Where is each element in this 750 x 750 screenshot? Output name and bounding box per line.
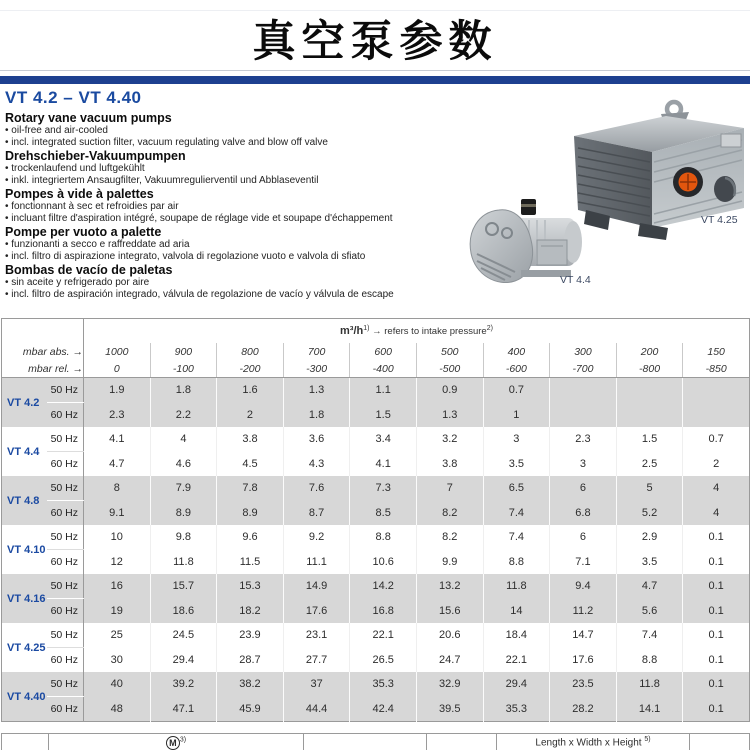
data-cell: 3.8 — [416, 452, 483, 477]
description-bullet: • trockenlaufend und luftgekühlt — [5, 163, 145, 174]
description-bullet: • incl. integrated suction filter, vacuum regulating valve and blow off valve — [5, 136, 328, 148]
bottom-table — [1, 733, 750, 750]
description-block-fr — [5, 187, 450, 224]
data-cell: 2.3 — [550, 427, 617, 452]
col-header-abs: 500 — [416, 343, 483, 360]
description-title: Drehschieber-Vakuumpumpen — [5, 149, 186, 163]
description-title: Rotary vane vacuum pumps — [5, 111, 172, 125]
data-cell: 18.2 — [217, 599, 284, 624]
data-cell: 2.3 — [84, 403, 151, 428]
frequency-label: 60 Hz — [47, 697, 84, 722]
data-cell: 35.3 — [350, 672, 417, 697]
data-cell: 24.7 — [416, 648, 483, 673]
data-cell: 14.1 — [616, 697, 683, 722]
data-cell: 12 — [84, 550, 151, 575]
descriptions — [5, 110, 450, 300]
data-cell: 8.9 — [217, 501, 284, 526]
col-header-rel: -600 — [483, 360, 550, 378]
frequency-label: 50 Hz — [47, 672, 84, 697]
data-cell: 24.5 — [150, 623, 217, 648]
data-cell: 40 — [84, 672, 151, 697]
data-cell: 0.1 — [683, 525, 750, 550]
data-cell: 0.1 — [683, 550, 750, 575]
col-header-abs: 400 — [483, 343, 550, 360]
data-cell: 10 — [84, 525, 151, 550]
frequency-label: 50 Hz — [47, 525, 84, 550]
model-label: VT 4.40 — [7, 690, 46, 703]
data-cell: 5.6 — [616, 599, 683, 624]
data-cell: 0.1 — [683, 623, 750, 648]
data-cell: 8.7 — [283, 501, 350, 526]
frequency-label: 60 Hz — [47, 452, 84, 477]
data-cell: 2.2 — [150, 403, 217, 428]
data-cell: 17.6 — [283, 599, 350, 624]
col-header-rel: -500 — [416, 360, 483, 378]
table-row — [2, 599, 750, 624]
data-cell: 17.6 — [550, 648, 617, 673]
col-header-abs: 800 — [217, 343, 284, 360]
accent-bar — [0, 76, 750, 84]
data-cell: 9.1 — [84, 501, 151, 526]
data-cell: 4.1 — [350, 452, 417, 477]
data-cell: 44.4 — [283, 697, 350, 722]
page-title: 真空泵参数 — [252, 17, 498, 67]
data-cell: 9.4 — [550, 574, 617, 599]
col-header-abs: 300 — [550, 343, 617, 360]
data-cell: 13.2 — [416, 574, 483, 599]
table-corner-cell — [2, 319, 84, 344]
description-block-en — [5, 111, 450, 148]
data-cell — [616, 403, 683, 428]
data-cell: 11.2 — [550, 599, 617, 624]
pump-label-vt425: VT 4.25 — [701, 214, 738, 226]
data-cell: 5.2 — [616, 501, 683, 526]
frequency-label: 60 Hz — [47, 599, 84, 624]
data-cell: 32.9 — [416, 672, 483, 697]
frequency-label: 50 Hz — [47, 623, 84, 648]
data-cell: 1.3 — [283, 378, 350, 403]
frequency-label: 50 Hz — [47, 427, 84, 452]
data-cell: 6 — [550, 476, 617, 501]
model-label: VT 4.10 — [7, 543, 46, 556]
data-cell: 30 — [84, 648, 151, 673]
data-cell: 26.5 — [350, 648, 417, 673]
data-cell: 0.1 — [683, 648, 750, 673]
col-header-rel: -850 — [683, 360, 750, 378]
data-cell: 6.8 — [550, 501, 617, 526]
model-label: VT 4.25 — [7, 641, 46, 654]
specs-table-body — [2, 378, 750, 722]
col-header-abs: 600 — [350, 343, 417, 360]
dimensions-label: Length x Width x Height — [535, 737, 642, 749]
col-header-rel: -800 — [616, 360, 683, 378]
data-cell: 47.1 — [150, 697, 217, 722]
data-cell: 8.8 — [350, 525, 417, 550]
data-cell: 8.9 — [150, 501, 217, 526]
data-cell: 4.6 — [150, 452, 217, 477]
data-cell: 4.1 — [84, 427, 151, 452]
model-range-heading: VT 4.2 – VT 4.40 — [5, 88, 142, 107]
data-cell: 0.9 — [416, 378, 483, 403]
data-cell: 7.4 — [483, 501, 550, 526]
dimensions-header-cell — [497, 734, 690, 750]
data-cell: 2.5 — [616, 452, 683, 477]
data-cell: 3.4 — [350, 427, 417, 452]
frequency-label: 60 Hz — [47, 403, 84, 428]
data-cell: 6 — [550, 525, 617, 550]
table-row — [2, 697, 750, 722]
data-cell: 14.2 — [350, 574, 417, 599]
data-cell: 6.5 — [483, 476, 550, 501]
frequency-label: 50 Hz — [47, 476, 84, 501]
data-cell: 5 — [616, 476, 683, 501]
description-bullet: • funzionanti a secco e raffreddate ad aria — [5, 239, 190, 250]
data-cell: 0.1 — [683, 697, 750, 722]
flow-unit-header — [84, 319, 750, 344]
data-cell: 7 — [416, 476, 483, 501]
col-header-abs: 200 — [616, 343, 683, 360]
model-label: VT 4.16 — [7, 592, 46, 605]
data-cell: 4 — [150, 427, 217, 452]
data-cell: 0.7 — [483, 378, 550, 403]
description-bullet: • incluant filtre d'aspiration intégré, soupape de réglage vide et soupape d'échappement — [5, 212, 393, 224]
data-cell: 22.1 — [350, 623, 417, 648]
data-cell: 39.5 — [416, 697, 483, 722]
table-row — [2, 672, 750, 697]
data-cell: 11.5 — [217, 550, 284, 575]
bottom-cell-empty-1 — [2, 734, 49, 750]
bottom-cell-empty-3 — [427, 734, 497, 750]
data-cell: 4.3 — [283, 452, 350, 477]
abs-row — [2, 343, 750, 360]
data-cell: 15.3 — [217, 574, 284, 599]
description-block-es — [5, 263, 450, 300]
frequency-label: 60 Hz — [47, 550, 84, 575]
description-title: Pompe per vuoto a palette — [5, 225, 162, 239]
data-cell: 42.4 — [350, 697, 417, 722]
description-bullet: • fonctionnant à sec et refroidies par air — [5, 201, 179, 212]
data-cell: 3 — [483, 427, 550, 452]
table-row — [2, 648, 750, 673]
data-cell: 7.4 — [483, 525, 550, 550]
data-cell: 25 — [84, 623, 151, 648]
frequency-label: 60 Hz — [47, 501, 84, 526]
data-cell: 1.3 — [416, 403, 483, 428]
col-header-rel: -700 — [550, 360, 617, 378]
data-cell: 29.4 — [483, 672, 550, 697]
data-cell: 4 — [683, 476, 750, 501]
frequency-label: 50 Hz — [47, 378, 84, 403]
data-cell: 9.6 — [217, 525, 284, 550]
motor-symbol-icon: M — [166, 736, 180, 750]
data-cell: 11.8 — [483, 574, 550, 599]
col-header-rel: -200 — [217, 360, 284, 378]
data-cell: 9.2 — [283, 525, 350, 550]
bottom-cell-empty-4 — [690, 734, 750, 750]
data-cell: 23.1 — [283, 623, 350, 648]
data-cell: 0.1 — [683, 672, 750, 697]
col-header-rel: -100 — [150, 360, 217, 378]
data-cell: 4.5 — [217, 452, 284, 477]
data-cell: 16 — [84, 574, 151, 599]
table-row — [2, 623, 750, 648]
data-cell: 37 — [283, 672, 350, 697]
description-bullet: • sin aceite y refrigerado por aire — [5, 277, 150, 288]
data-cell — [683, 403, 750, 428]
bottom-cell-empty-2 — [304, 734, 427, 750]
data-cell: 4.7 — [616, 574, 683, 599]
mbar-rel-label: mbar rel. → — [2, 360, 84, 378]
data-cell: 1 — [483, 403, 550, 428]
data-cell: 3.5 — [483, 452, 550, 477]
data-cell: 4 — [683, 501, 750, 526]
col-header-rel: 0 — [84, 360, 151, 378]
table-row — [2, 501, 750, 526]
data-cell: 3.8 — [217, 427, 284, 452]
title-underline — [0, 70, 750, 71]
data-cell: 18.4 — [483, 623, 550, 648]
description-bullet: • oil-free and air-cooled — [5, 125, 108, 136]
data-cell: 1.5 — [350, 403, 417, 428]
data-cell: 28.7 — [217, 648, 284, 673]
data-cell: 29.4 — [150, 648, 217, 673]
data-cell: 20.6 — [416, 623, 483, 648]
col-header-abs: 150 — [683, 343, 750, 360]
description-title: Pompes à vide à palettes — [5, 187, 154, 201]
data-cell: 14.9 — [283, 574, 350, 599]
data-cell — [550, 403, 617, 428]
data-cell: 3.2 — [416, 427, 483, 452]
data-cell: 1.9 — [84, 378, 151, 403]
flow-unit: m³/h — [340, 325, 364, 338]
data-cell: 1.8 — [150, 378, 217, 403]
data-cell: 19 — [84, 599, 151, 624]
data-cell: 45.9 — [217, 697, 284, 722]
data-cell: 48 — [84, 697, 151, 722]
data-cell: 15.7 — [150, 574, 217, 599]
col-header-abs: 900 — [150, 343, 217, 360]
data-cell: 14 — [483, 599, 550, 624]
data-cell: 3 — [550, 452, 617, 477]
rel-row — [2, 360, 750, 378]
data-cell: 8.2 — [416, 501, 483, 526]
model-label: VT 4.8 — [7, 494, 40, 507]
data-cell: 27.7 — [283, 648, 350, 673]
data-cell: 7.3 — [350, 476, 417, 501]
description-bullet: • incl. filtro de aspiración integrado, válvula de regolazione de vacío y válvula de escape — [5, 288, 394, 300]
table-row — [2, 550, 750, 575]
data-cell: 4.7 — [84, 452, 151, 477]
motor-header-cell — [49, 734, 304, 750]
data-cell: 2.9 — [616, 525, 683, 550]
footnote-1: 1) — [363, 324, 370, 332]
table-row — [2, 403, 750, 428]
data-cell: 0.1 — [683, 599, 750, 624]
data-cell: 35.3 — [483, 697, 550, 722]
data-cell: 18.6 — [150, 599, 217, 624]
specs-table — [1, 318, 750, 722]
data-cell: 1.6 — [217, 378, 284, 403]
data-cell: 7.9 — [150, 476, 217, 501]
data-cell: 16.8 — [350, 599, 417, 624]
description-title: Bombas de vacío de paletas — [5, 263, 173, 277]
table-row — [2, 525, 750, 550]
data-cell — [683, 378, 750, 403]
data-cell: 23.9 — [217, 623, 284, 648]
data-cell: 23.5 — [550, 672, 617, 697]
description-block-it — [5, 225, 450, 262]
table-row — [2, 427, 750, 452]
data-cell: 7.1 — [550, 550, 617, 575]
data-cell: 11.8 — [616, 672, 683, 697]
data-cell: 9.9 — [416, 550, 483, 575]
table-row — [2, 476, 750, 501]
model-label: VT 4.4 — [7, 445, 40, 458]
frequency-label: 60 Hz — [47, 648, 84, 673]
description-block-de — [5, 149, 450, 186]
description-bullet: • incl. filtro di aspirazione integrato, valvola di regolazione vuoto e valvola di sfiato — [5, 250, 366, 262]
col-header-rel: -400 — [350, 360, 417, 378]
data-cell: 1.1 — [350, 378, 417, 403]
table-row — [2, 574, 750, 599]
col-header-rel: -300 — [283, 360, 350, 378]
footnote-2: 2) — [486, 324, 493, 332]
data-cell: 10.6 — [350, 550, 417, 575]
data-cell: 38.2 — [217, 672, 284, 697]
table-row — [2, 452, 750, 477]
data-cell: 22.1 — [483, 648, 550, 673]
data-cell: 8.2 — [416, 525, 483, 550]
data-cell — [550, 378, 617, 403]
data-cell: 1.5 — [616, 427, 683, 452]
data-cell: 3.5 — [616, 550, 683, 575]
data-cell: 2 — [217, 403, 284, 428]
data-cell: 15.6 — [416, 599, 483, 624]
mbar-abs-label: mbar abs. → — [2, 343, 84, 360]
data-cell: 14.7 — [550, 623, 617, 648]
footnote-5: 5) — [644, 736, 651, 743]
table-row — [2, 378, 750, 403]
data-cell: 2 — [683, 452, 750, 477]
pump-label-vt44: VT 4.4 — [560, 274, 591, 286]
data-cell: 28.2 — [550, 697, 617, 722]
page-top-rule — [0, 10, 750, 11]
data-cell: 8 — [84, 476, 151, 501]
data-cell: 0.7 — [683, 427, 750, 452]
model-label: VT 4.2 — [7, 396, 40, 409]
data-cell: 9.8 — [150, 525, 217, 550]
col-header-abs: 1000 — [105, 345, 129, 358]
data-cell: 8.8 — [616, 648, 683, 673]
data-cell: 11.1 — [283, 550, 350, 575]
flow-note: → refers to intake pressure — [372, 326, 487, 338]
data-cell: 7.8 — [217, 476, 284, 501]
col-header-abs: 700 — [283, 343, 350, 360]
data-cell — [616, 378, 683, 403]
data-cell: 11.8 — [150, 550, 217, 575]
data-cell: 7.4 — [616, 623, 683, 648]
data-cell: 39.2 — [150, 672, 217, 697]
data-cell: 0.1 — [683, 574, 750, 599]
frequency-label: 50 Hz — [47, 574, 84, 599]
data-cell: 3.6 — [283, 427, 350, 452]
data-cell: 8.8 — [483, 550, 550, 575]
footnote-3: 3) — [179, 736, 187, 744]
data-cell: 7.6 — [283, 476, 350, 501]
data-cell: 8.5 — [350, 501, 417, 526]
description-bullet: • inkl. integriertem Ansaugfilter, Vakuumregulierventil und Abblaseventil — [5, 174, 319, 186]
data-cell: 1.8 — [283, 403, 350, 428]
